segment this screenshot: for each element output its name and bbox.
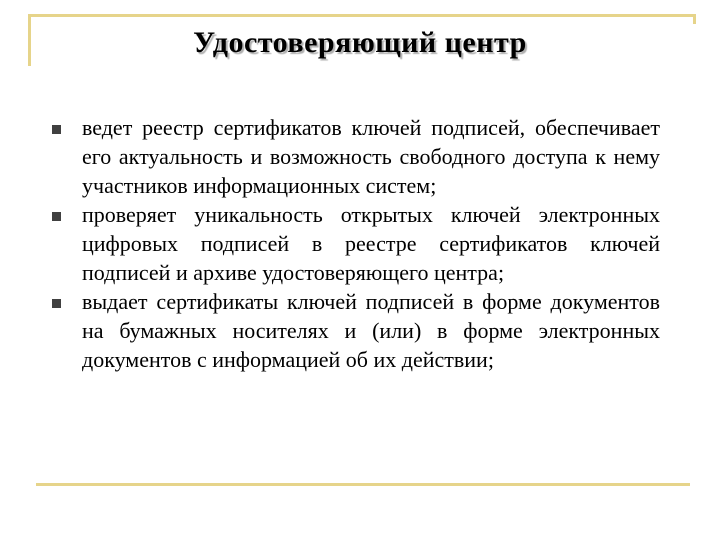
list-item-text: проверяет уникальность открытых ключей электронных цифровых подписей в реестре сертификатов ключей подписей и архиве удостоверяющего центра; [82, 202, 660, 285]
list-item [48, 200, 660, 287]
list-item-text: ведет реестр сертификатов ключей подписей, обеспечивает его актуальность и возможность свободного доступа к нему участников информационных систем; [82, 115, 660, 198]
slide-title: Удостоверяющий центр [193, 26, 527, 59]
square-bullet-icon [48, 200, 82, 229]
list-item [48, 287, 660, 374]
list-item [48, 113, 660, 200]
frame-right-line [693, 14, 696, 24]
square-bullet-icon [48, 113, 82, 142]
square-bullet-icon [48, 287, 82, 316]
bullet-list [48, 113, 660, 374]
bottom-rule [36, 483, 690, 486]
frame-top-line [28, 14, 696, 17]
list-item-text: выдает сертификаты ключей подписей в форме документов на бумажных носителях и (или) в форме электронных документов с информацией об их действии; [82, 289, 660, 372]
